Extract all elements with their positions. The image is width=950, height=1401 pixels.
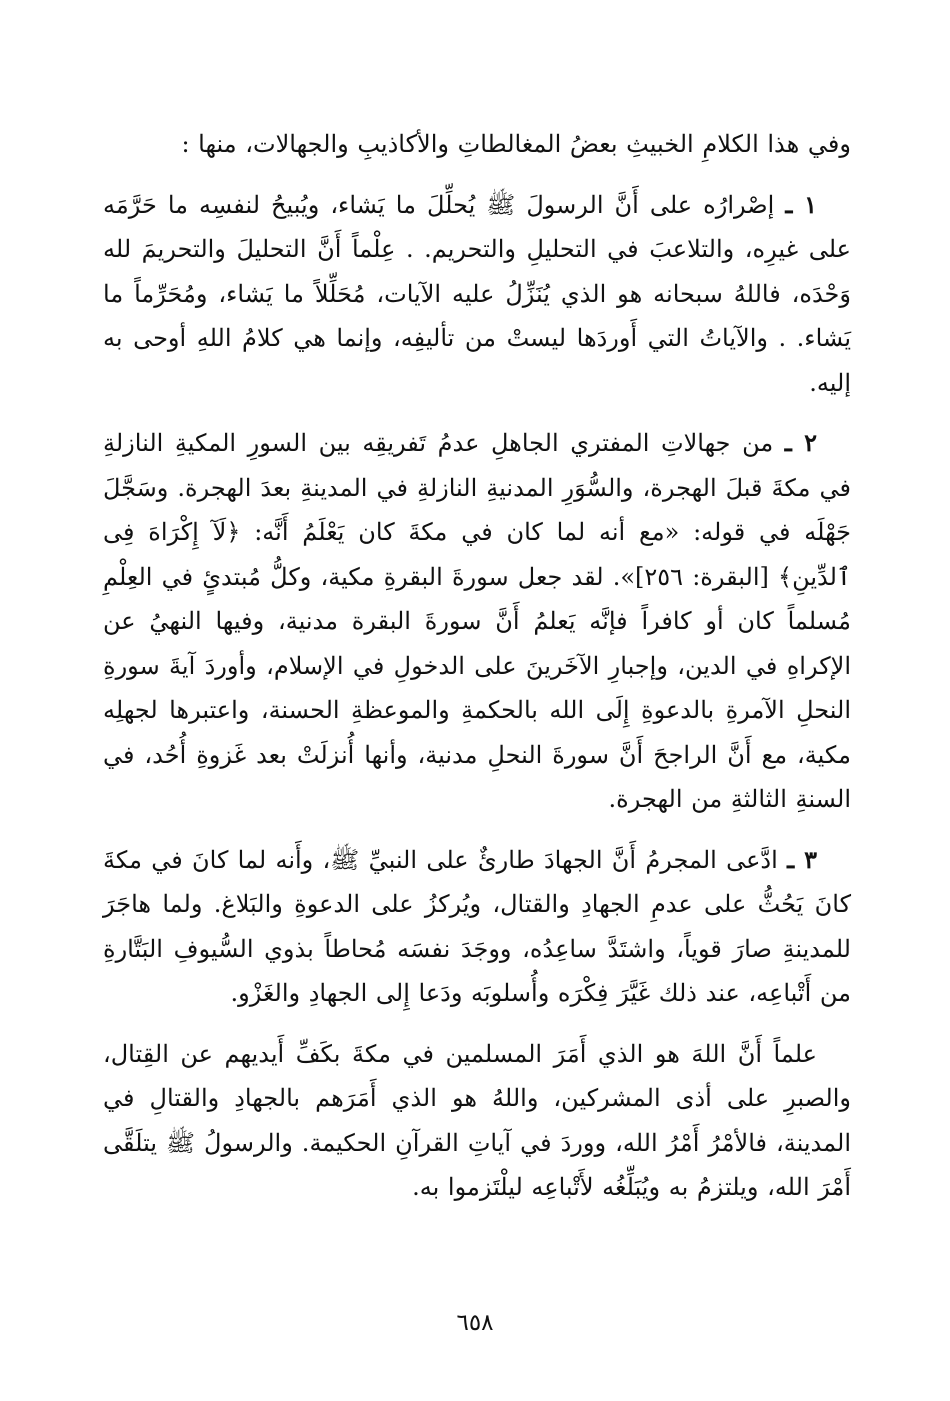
page-body bbox=[103, 122, 851, 1210]
paragraph-point-3 bbox=[103, 838, 851, 1016]
paragraph-intro bbox=[103, 122, 851, 167]
paragraph-point-1 bbox=[103, 183, 851, 406]
paragraph-text: ادَّعى المجرمُ أَنَّ الجهادَ طارئٌ على النبيِّ ﷺ، وأَنه لما كانَ في مكةَ كانَ يَحُثُّ على عدمِ الجهادِ والقتال، ويُركزُ على الدعوةِ والبَلاغ. ولما هاجَرَ للمدينةِ صارَ قوياً، واشتَدَّ ساعِدُه، ووجَدَ نفسَه مُحاطاً بذوي السُّيوفِ البَتَّارةِ من أَتْباعِه، عند ذلك غَيَّرَ فِكْرَه وأُسلوبَه ودَعا إِلى الجهادِ والغَزْو. bbox=[103, 845, 851, 1007]
paragraph-point-2 bbox=[103, 421, 851, 822]
point-number: ٢ ـ bbox=[784, 428, 818, 457]
page-number: ٦٥٨ bbox=[456, 1310, 494, 1336]
point-number: ٣ ـ bbox=[787, 844, 817, 874]
point-number: ١ ـ bbox=[785, 189, 818, 219]
paragraph-text: وفي هذا الكلامِ الخبيثِ بعضُ المغالطاتِ والأكاذيبِ والجهالات، منها : bbox=[181, 130, 851, 158]
paragraph-text: علماً أَنَّ اللهَ هو الذي أَمَرَ المسلمين في مكةَ بكَفِّ أَيديهم عن القِتال، والصبرِ على أذى المشركين، واللهُ هو الذي أَمَرَهم بالجهادِ والقتالِ في المدينة، فالأمْرُ أَمْرُ الله، ووردَ في آياتِ القرآنِ الحكيمة. والرسولُ ﷺ يتلَقَّى أَمْرَ الله، ويلتزمُ به ويُبَلِّغُه لأَتْباعِه ليلْتَزموا به. bbox=[103, 1039, 851, 1201]
paragraph-conclusion bbox=[103, 1032, 851, 1210]
paragraph-text: إصْرارُه على أَنَّ الرسولَ ﷺ يُحلِّلَ ما يَشاء، ويُبيحُ لنفسِه ما حَرَّمَه على غيرِه، والتلاعبَ في التحليلِ والتحريم. . عِلْماً أَنَّ التحليلَ والتحريمَ لله وَحْدَه، فاللهُ سبحانه هو الذي يُنَزِّلُ عليه الآيات، مُحَلِّلاً ما يَشاء، ومُحَرِّماً ما يَشاء. . والآياتُ التي أَوردَها ليستْ من تأليفِه، وإنما هي كلامُ اللهِ أوحى به إليه. bbox=[103, 190, 851, 397]
paragraph-text: من جهالاتِ المفتري الجاهلِ عدمُ تَفريقِه بين السورِ المكيةِ النازلةِ في مكةَ قبلَ الهجرة، والسُّوَرِ المدنيةِ النازلةِ في المدينةِ بعدَ الهجرة. وسَجَّلَ جَهْلَه في قوله: «مع أنه لما كان في مكةَ كان يَعْلَمُ أَنَّه: ﴿لَآ إِكْرَاهَ فِى ٱلدِّينِ﴾ [البقرة: ٢٥٦]». لقد جعل سورةَ البقرةِ مكية، وكلُّ مُبتدئٍ في العِلْمِ مُسلماً كان أو كافراً فإنَّه يَعلمُ أَنَّ سورةَ البقرة مدنية، وفيها النهيُ عن الإكراهِ في الدين، وإجبارِ الآخَرينَ على الدخولِ في الإسلام، وأوردَ آيةَ سورةِ النحلِ الآمرةِ بالدعوةِ إِلَى الله بالحكمةِ والموعظةِ الحسنة، واعتبرها لجهلِه مكية، مع أَنَّ الراجحَ أَنَّ سورةَ النحلِ مدنية، وأنها أُنزلَتْ بعد غَزوةِ أُحُد، في السنةِ الثالثةِ من الهجرة. bbox=[103, 429, 851, 813]
